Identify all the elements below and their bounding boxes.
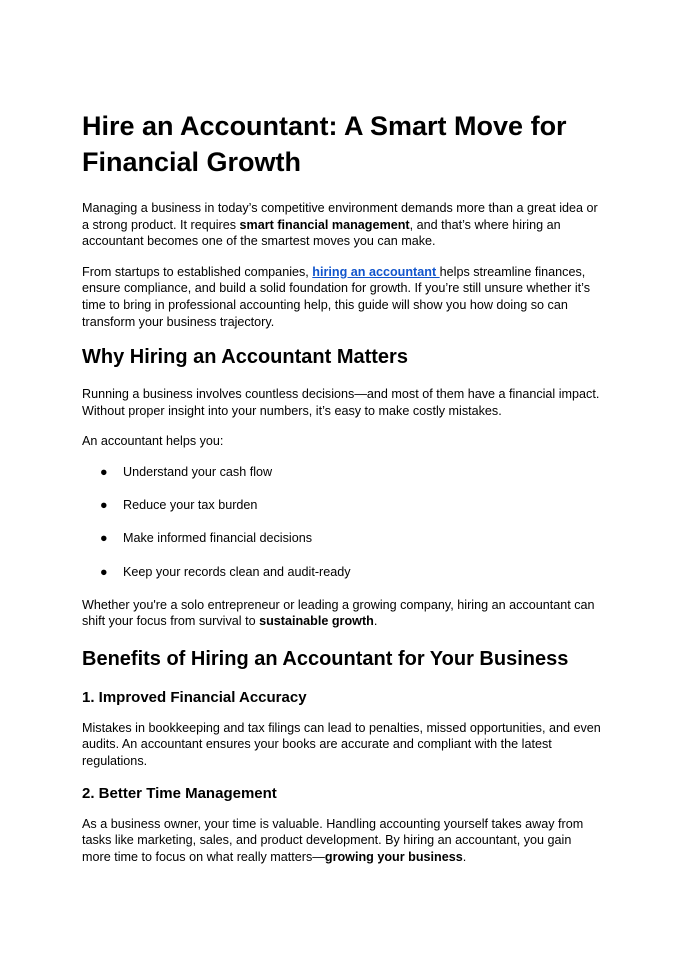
document-page [82, 108, 602, 879]
intro-paragraph-2 [82, 264, 602, 330]
page-title: Hire an Accountant: A Smart Move for Financial Growth [82, 111, 567, 177]
bullet-icon: ● [100, 564, 108, 579]
benefits-bullet-list [82, 464, 602, 580]
intro-text-2b: helps streamline finances, ensure compliance, and build a solid foundation for growth. If you’re still unsure whether it’s time to bring in professional accounting help, this guide will show you how doing so can transform your business trajectory. [82, 264, 590, 329]
intro-text-1a: Managing a business in today’s competitive environment demands more than a great idea or a strong product. It requires [82, 201, 598, 232]
why-text-3a: Whether you're a solo entrepreneur or leading a growing company, hiring an accountant can shift your focus from survival to [82, 597, 595, 629]
bullet-icon: ● [100, 531, 108, 546]
why-text-3b: . [373, 614, 378, 629]
financial-accuracy-paragraph: Mistakes in bookkeeping and tax filings can lead to penalties, missed opportunities, and even audits. An accountant ensures your books are accurate and compliant with the latest regulations. [82, 720, 601, 769]
why-paragraph-2: An accountant helps you: [82, 434, 224, 449]
time-text-b: . [462, 849, 467, 864]
intro-text-1b: , and that’s where hiring an accountant becomes one of the smartest moves you can make. [82, 217, 561, 249]
list-item-text: Understand your cash flow [123, 464, 273, 479]
list-item-text: Make informed financial decisions [123, 531, 312, 546]
list-item [82, 564, 602, 581]
bullet-icon: ● [100, 498, 108, 513]
list-item [82, 497, 602, 514]
section-heading-why: Why Hiring an Accountant Matters [82, 346, 408, 369]
bullet-icon: ● [100, 464, 108, 479]
intro-text-2a: From startups to established companies, [82, 264, 313, 279]
list-item-text: Keep your records clean and audit-ready [123, 564, 351, 579]
why-bold-sustainable-growth: sustainable growth [259, 614, 374, 629]
section-heading-benefits: Benefits of Hiring an Accountant for Your Business [82, 647, 569, 670]
why-paragraph-3 [82, 597, 602, 630]
hiring-an-accountant-link[interactable]: hiring an accountant [312, 264, 440, 279]
subheading-financial-accuracy: 1. Improved Financial Accuracy [82, 688, 307, 706]
time-text-a: As a business owner, your time is valuable. Handling accounting yourself takes away from tasks like marketing, sales, and product development. By hiring an accountant, you gain more time to focus on what really matters— [82, 816, 584, 864]
list-item [82, 530, 602, 547]
time-bold-growing-your-business: growing your business [324, 849, 463, 864]
list-item-text: Reduce your tax burden [123, 498, 258, 513]
list-item [82, 464, 602, 481]
intro-bold-smart-financial-management: smart financial management [239, 217, 410, 232]
why-paragraph-1: Running a business involves countless decisions—and most of them have a financial impact. Without proper insight into your numbers, it’s easy to make costly mistakes. [82, 387, 600, 418]
intro-paragraph-1 [82, 200, 602, 250]
time-management-paragraph [82, 816, 602, 866]
subheading-time-management: 2. Better Time Management [82, 784, 277, 802]
